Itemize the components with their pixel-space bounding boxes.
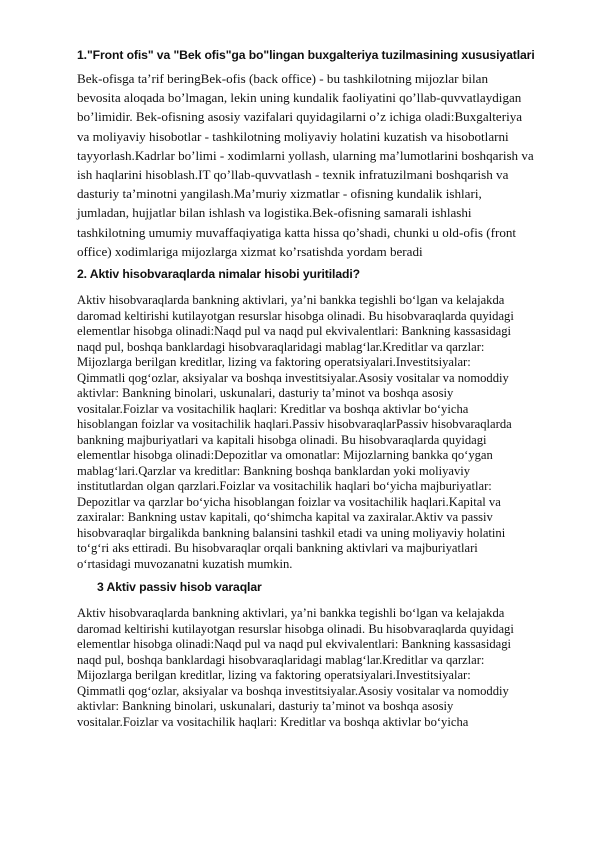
text-line: vositalar.Foizlar va vositachilik haqlari: Kreditlar va boshqa aktivlar bo‘yicha xyxy=(77,401,469,416)
section-1-heading: 1."Front ofis" va "Bek ofis"ga bo"lingan buxgalteriya tuzilmasining xususiyatlari xyxy=(77,48,535,62)
text-line: jumladan, hujjatlar bilan ishlash va logistika.Bek-ofisning samarali ishlashi xyxy=(77,205,472,221)
text-line: Aktiv hisobvaraqlarda bankning aktivlari, ya’ni bankka tegishli bo‘lgan va kelajakda xyxy=(77,293,505,308)
text-line: Qimmatli qog‘ozlar, aksiyalar va boshqa investitsiyalar.Asosiy vositalar va nomoddiy xyxy=(77,370,509,385)
text-line: tayyorlash.Kadrlar bo’limi - xodimlarni yollash, ularning ma’lumotlarini boshqarish va xyxy=(77,147,534,163)
text-line: bankning majburiyatlari va kapitali hisobga olinadi. Bu hisobvaraqlarda quyidagi xyxy=(77,432,487,447)
text-line: hisobvaraqlar birgalikda bankning balansini tashkil etadi va uning moliyaviy holatini xyxy=(77,525,506,540)
text-line: ish haqlarini hisoblash.IT qo’llab-quvvatlash - texnik infratuzilmani boshqarish va xyxy=(77,167,509,183)
text-line: elementlar hisobga olinadi:Naqd pul va naqd pul ekvivalentlari: Bankning kassasidagi xyxy=(77,637,512,652)
text-line: zaxiralar: Bankning ustav kapitali, qo‘shimcha kapital va zaxiralar.Aktiv va passiv xyxy=(77,510,493,525)
text-line: naqd pul, boshqa banklardagi hisobvaraqlaridagi mablag‘lar.Kreditlar va qarzlar: xyxy=(77,339,485,354)
text-line: office) xodimlariga mijozlarga xizmat ko’rsatishda yordam beradi xyxy=(77,243,423,259)
text-line: elementlar hisobga olinadi:Depozitlar va omonatlar: Mijozlarning bankka qo‘ygan xyxy=(77,448,493,463)
section-3-paragraph xyxy=(77,606,569,730)
text-line: daromad keltirishi kutilayotgan resurslar hisobga olinadi. Bu hisobvaraqlarda quyidagi xyxy=(77,621,514,636)
text-line: va moliyaviy hisobotlar - tashkilotning moliyaviy holatini kuzatish va hisobotlarni xyxy=(77,128,509,144)
text-line: hisoblangan foizlar va vositachilik haqlari.Passiv hisobvaraqlarPassiv hisobvaraqlarda xyxy=(77,417,512,432)
text-line: dasturiy ta’minotni yangilash.Ma’muriy xizmatlar - ofisning kundalik ishlari, xyxy=(77,186,482,202)
section-2-heading: 2. Aktiv hisobvaraqlarda nimalar hisobi yuritiladi? xyxy=(77,267,360,282)
text-line: bevosita aloqada bo’lmagan, lekin uning kundalik faoliyatini qo’llab-quvvatlaydigan xyxy=(77,90,522,106)
section-1-paragraph xyxy=(77,69,569,261)
section-2-paragraph xyxy=(77,293,569,572)
text-line: naqd pul, boshqa banklardagi hisobvaraqlaridagi mablag‘lar.Kreditlar va qarzlar: xyxy=(77,652,485,667)
text-line: mablag‘lari.Qarzlar va kreditlar: Bankning boshqa banklardan yoki moliyaviy xyxy=(77,463,471,478)
text-line: to‘g‘ri aks ettiradi. Bu hisobvaraqlar orqali bankning aktivlari va majburiyatlari xyxy=(77,541,478,556)
text-line: Mijozlarga berilgan kreditlar, lizing va faktoring operatsiyalari.Investitsiyalar: xyxy=(77,355,471,370)
text-line: Aktiv hisobvaraqlarda bankning aktivlari, ya’ni bankka tegishli bo‘lgan va kelajakda xyxy=(77,606,505,621)
text-line: bo’limidir. Bek-ofisning asosiy vazifalari quyidagilarni o’z ichiga oladi:Buxgalteriya xyxy=(77,109,523,125)
text-line: tashkilotning umumiy muvaffaqiyatiga katta hissa qo’shadi, chunki u old-ofis (front xyxy=(77,224,517,240)
section-3-heading: 3 Aktiv passiv hisob varaqlar xyxy=(97,580,262,595)
text-line: o‘rtasidagi muvozanatni kuzatish mumkin. xyxy=(77,556,293,571)
text-line: elementlar hisobga olinadi:Naqd pul va naqd pul ekvivalentlari: Bankning kassasidagi xyxy=(77,324,512,339)
text-line: daromad keltirishi kutilayotgan resurslar hisobga olinadi. Bu hisobvaraqlarda quyidagi xyxy=(77,308,514,323)
text-line: aktivlar: Bankning binolari, uskunalari, dasturiy ta’minot va boshqa asosiy xyxy=(77,699,454,714)
text-line: Depozitlar va qarzlar bo‘yicha hisoblangan foizlar va vositachilik haqlari.Kapital va xyxy=(77,494,501,509)
document-body xyxy=(77,48,569,730)
text-line: aktivlar: Bankning binolari, uskunalari, dasturiy ta’minot va boshqa asosiy xyxy=(77,386,454,401)
text-line: vositalar.Foizlar va vositachilik haqlari: Kreditlar va boshqa aktivlar bo‘yicha xyxy=(77,714,469,729)
text-line: Bek-ofisga ta’rif beringBek-ofis (back office) - bu tashkilotning mijozlar bilan xyxy=(77,71,488,86)
text-line: Qimmatli qog‘ozlar, aksiyalar va boshqa investitsiyalar.Asosiy vositalar va nomoddiy xyxy=(77,683,509,698)
text-line: institutlardan olgan qarzlari.Foizlar va vositachilik haqlari bo‘yicha majburiyatlar: xyxy=(77,479,492,494)
text-line: Mijozlarga berilgan kreditlar, lizing va faktoring operatsiyalari.Investitsiyalar: xyxy=(77,668,471,683)
